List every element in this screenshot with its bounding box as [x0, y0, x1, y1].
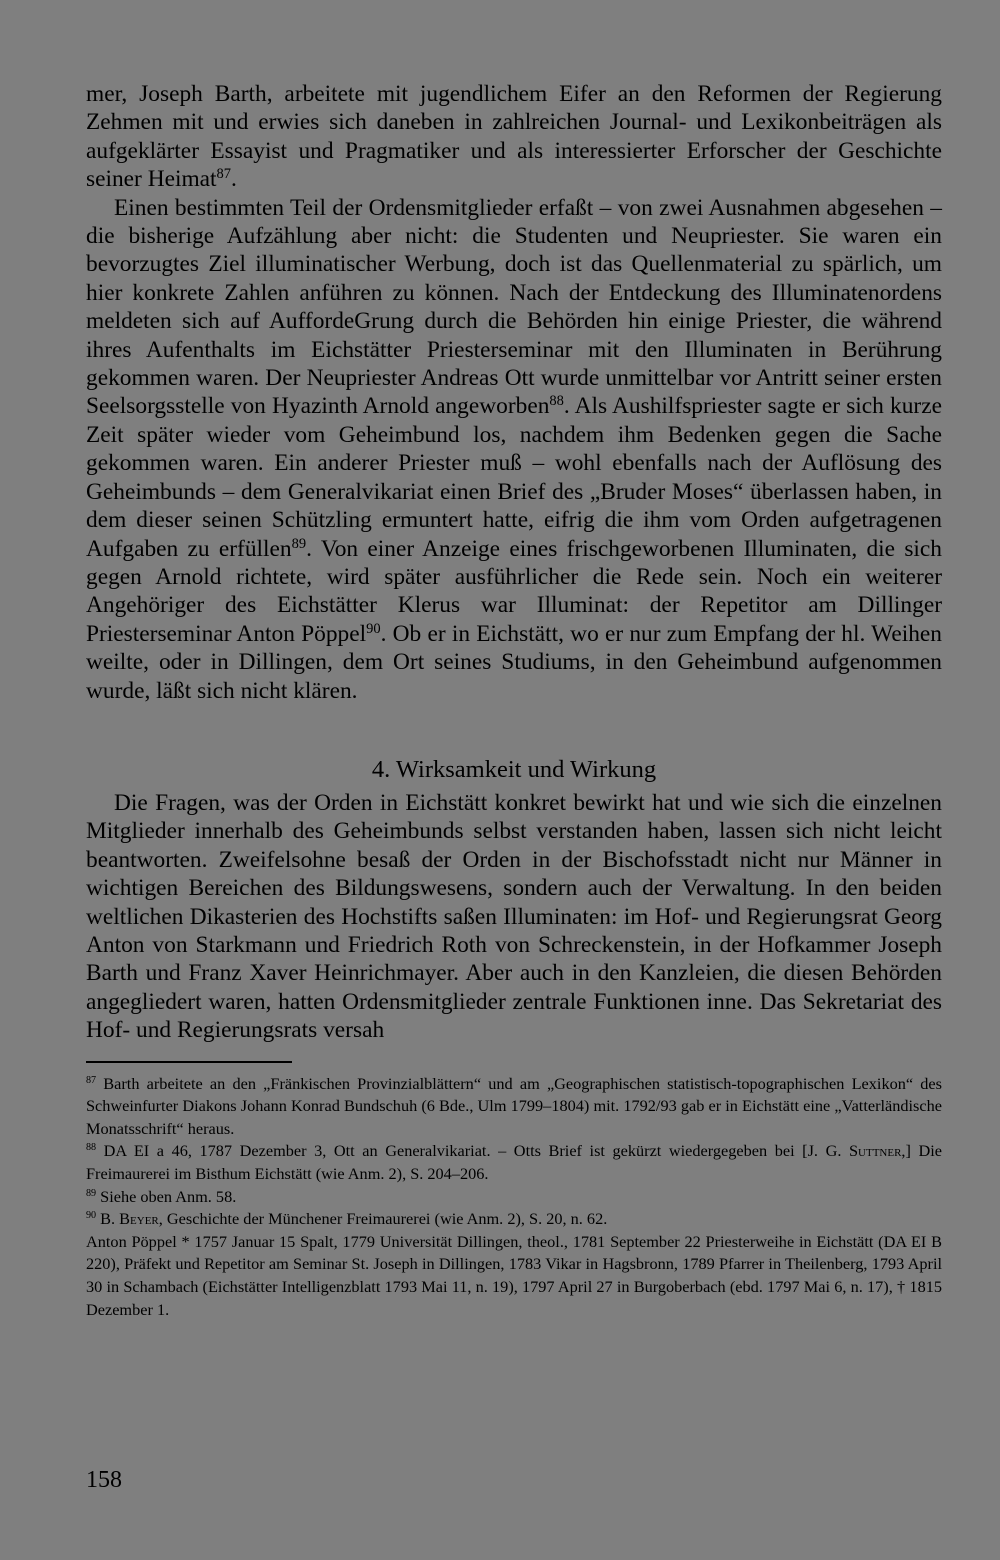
footnote-ref-87[interactable]: 87 [216, 166, 232, 183]
footnote-90-continuation: Anton Pöppel * 1757 Januar 15 Spalt, 1779 Universität Dillingen, theol., 1781 September 22 Priesterweihe in Eichstätt (DA EI B 220), Präfekt und Repetitor am Seminar St. Joseph in Dillingen, 1783 Vikar in Hagsbronn, 1789 Pfarrer in Theilenberg, 1793 April 30 in Schambach (Eichstätter Intelligenzblatt 1793 Mai 11, n. 19), 1797 April 27 in Burgoberbach (ebd. 1797 Mai 6, n. 17), † 1815 Dezember 1. [86, 1231, 942, 1319]
footnote-87: $^{87}$ Barth arbeitete an den „Fränkischen Provinzialblättern“ und am „Geographischen statistisch-topographischen Lexikon“ des Schweinfurter Diakons Johann Konrad Bundschuh (6 Bde., Ulm 1799–1804) mit. 1792/93 gab er in Eichstätt eine „Vatterländische Monatsschrift“ heraus. [86, 1073, 942, 1138]
section-heading: 4. Wirksamkeit und Wirkung [371, 755, 657, 783]
footnote-mark: 90 [86, 1210, 97, 1222]
footnote-mark: 89 [86, 1187, 97, 1199]
footnote-mark: 87 [86, 1074, 97, 1086]
paragraph-2: Einen bestimmten Teil der Ordensmitglieder erfaßt – von zwei Ausnahmen abgesehen – die bisherige Aufzählung aber nicht: die Studenten und Neupriester. Sie waren ein bevorzugtes Ziel illuminatischer Werbung, doch ist das Quellenmaterial zu spärlich, um hier konkrete Zahlen anführen zu können. Nach der Entdeckung des Illuminatenordens meldeten sich auf AuffordeGrung durch die Behörden hin einige Priester, die während ihres Aufenthalts im Eichstätter Priesterseminar mit den Illuminaten in Berührung gekommen waren. Der Neupriester Andreas Ott wurde unmittelbar vor Antritt seiner ersten Seelsorgsstelle von Hyazinth Arnold angeworben$^{88}$. Als Aushilfspriester sagte er sich kurze Zeit später wieder vom Geheimbund los, nachdem ihm Bedenken gegen die Sache gekommen waren. Ein anderer Priester muß – wohl ebenfalls nach der Auflösung des Geheimbunds – dem Generalvikariat einen Brief des „Bruder Moses“ überlassen haben, in dem dieser seinen Schützling ermuntert hatte, eifrig die ihm vom Orden aufgetragenen Aufgaben zu erfüllen$^{89}$. Von einer Anzeige eines frischgeworbenen Illuminaten, die sich gegen Arnold richtete, wird später ausführlicher die Rede sein. Noch ein weiterer Angehöriger des Eichstätter Klerus war Illuminat: der Repetitor am Dillinger Priesterseminar Anton Pöppel$^{90}$. Ob er in Eichstätt, wo er nur zum Empfang der hl. Weihen weilte, oder in Dillingen, dem Ort seines Studiums, in den Geheimbund aufgenommen wurde, läßt sich nicht klären. [86, 194, 943, 704]
author-name: Suttner [848, 1141, 902, 1161]
footnote-ref-90[interactable]: 90 [366, 620, 381, 637]
footnote-ref-88[interactable]: 88 [549, 393, 564, 410]
footnote-divider [86, 1061, 292, 1063]
book-page [86, 80, 942, 1321]
footnote-90: $^{90}$ B. Beyer, Geschichte der Münchener Freimaurerei (wie Anm. 2), S. 20, n. 62. [86, 1209, 608, 1229]
footnote-89: $^{89}$ Siehe oben Anm. 58. [86, 1186, 237, 1206]
main-text [86, 80, 942, 1045]
author-name: Beyer [119, 1209, 159, 1229]
footnote-88: $^{88}$ DA EI a 46, 1787 Dezember 3, Ott an Generalvikariat. – Otts Brief ist gekürzt wiedergegeben bei [J. G. Suttner,] Die Freimaurerei im Bisthum Eichstätt (wie Anm. 2), S. 204–206. [86, 1141, 942, 1183]
footnote-ref-89[interactable]: 89 [291, 535, 307, 552]
paragraph-1-text: mer, Joseph Barth, arbeitete mit jugendlichem Eifer an den Reformen der Regierung Zehmen mit und erwies sich daneben in zahlreichen Journal- und Lexikonbeiträgen als aufgeklärter Essayist und Pragmatiker und als interessierter Erforscher der Geschichte seiner Heimat [86, 81, 942, 193]
paragraph-1: mer, Joseph Barth, arbeitete mit jugendlichem Eifer an den Reformen der Regierung Zehmen mit und erwies sich daneben in zahlreichen Journal- und Lexikonbeiträgen als aufgeklärter Essayist und Pragmatiker und als interessierter Erforscher der Geschichte seiner Heimat$^{87}$. [86, 81, 942, 193]
page-number: 158 [86, 1467, 122, 1493]
footnote-mark: 88 [86, 1142, 97, 1154]
footnotes [86, 1073, 942, 1322]
paragraph-3: Die Fragen, was der Orden in Eichstätt konkret bewirkt hat und wie sich die einzelnen Mitglieder innerhalb des Geheimbunds selbst verstanden haben, lassen sich nicht leicht beantworten. Zweifelsohne besaß der Orden in der Bischofsstadt nicht nur Männer in wichtigen Bereichen des Bildungswesens, sondern auch der Verwaltung. In den beiden weltlichen Dikasterien des Hochstifts saßen Illuminaten: im Hof- und Regierungsrat Georg Anton von Starkmann und Friedrich Roth von Schreckenstein, in der Hofkammer Joseph Barth und Franz Xaver Heinrichmayer. Aber auch in den Kanzleien, die diesen Behörden angegliedert waren, hatten Ordensmitglieder zentrale Funktionen inne. Das Sekretariat des Hof- und Regierungsrats versah [86, 789, 942, 1044]
